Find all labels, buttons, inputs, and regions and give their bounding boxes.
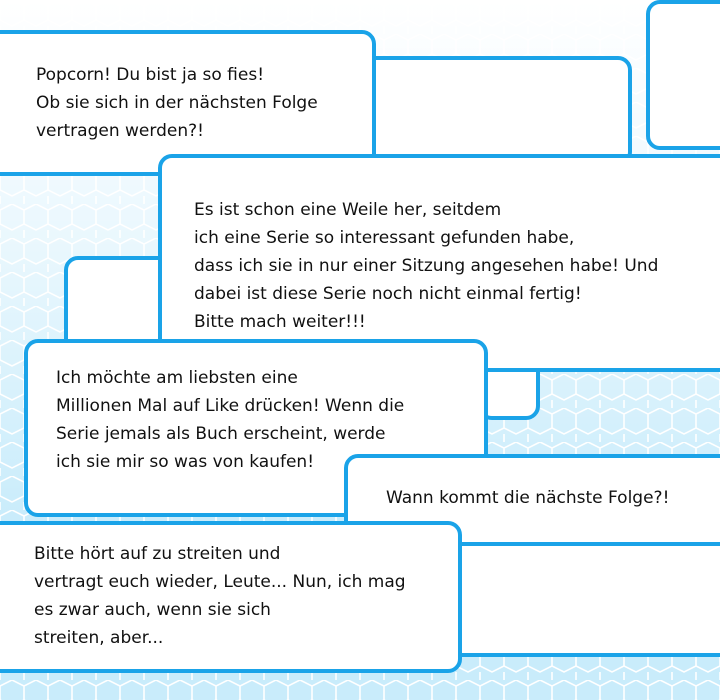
comment-text: Es ist schon eine Weile her, seitdem ich eine Serie so interessant gefunden habe, dass ich sie in nur einer Sitzung angesehen habe! Und dabei ist diese Serie noch nicht einmal fertig! Bitte mach weiter!!! — [194, 200, 659, 332]
comment-card-background — [440, 535, 720, 657]
comment-card-background — [360, 56, 632, 166]
comment-text: Wann kommt die nächste Folge?! — [386, 488, 670, 508]
comment-card-background — [646, 0, 720, 150]
comment-text: Ich möchte am liebsten eine Millionen Mal auf Like drücken! Wenn die Serie jemals als Buch erscheint, werde ich sie mir so was von kaufen! — [56, 368, 405, 472]
comment-text: Popcorn! Du bist ja so fies! Ob sie sich in der nächsten Folge vertragen werden?! — [36, 65, 318, 141]
comment-text: Bitte hört auf zu streiten und vertragt euch wieder, Leute... Nun, ich mag es zwar auch, wenn sie sich streiten, aber... — [34, 544, 406, 648]
